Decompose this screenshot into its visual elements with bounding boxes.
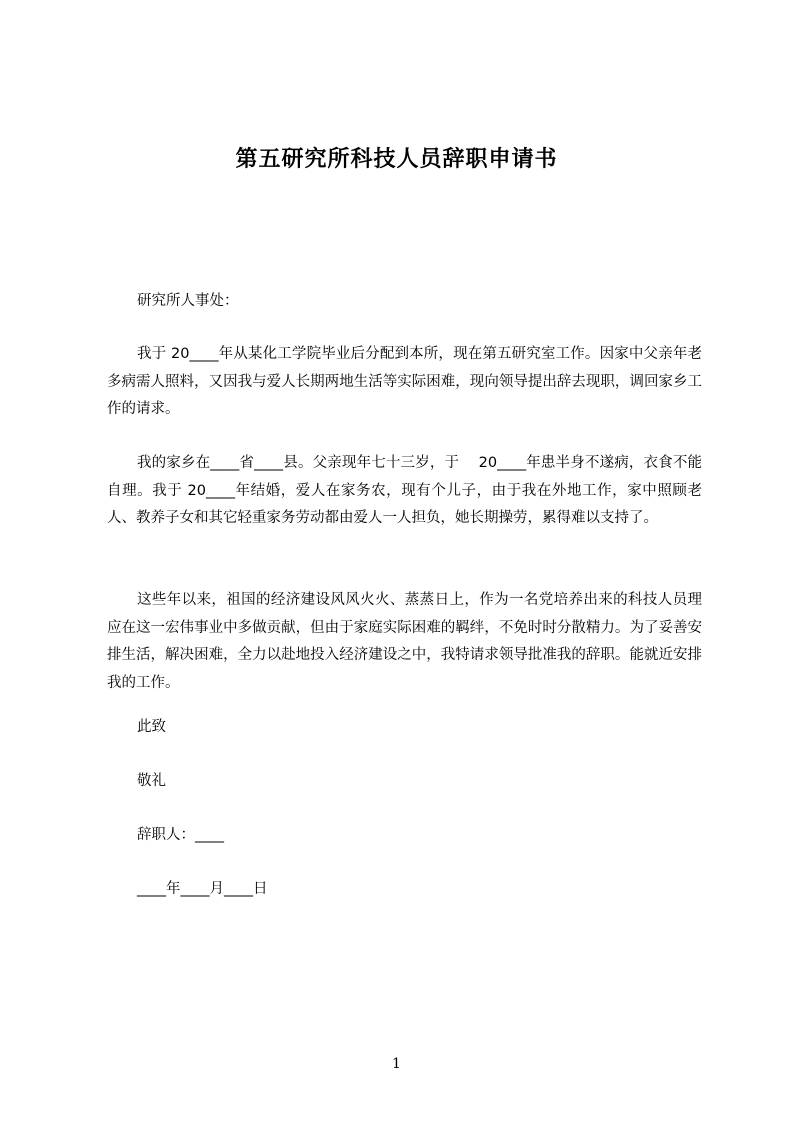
- document-title: 第五研究所科技人员辞职申请书: [235, 147, 558, 172]
- page-number: 1: [392, 1056, 401, 1072]
- signature-line: 辞职人：____: [137, 827, 224, 843]
- date-line: ____年____月____日: [137, 881, 268, 897]
- closing-jingli: 敬礼: [137, 773, 166, 789]
- salutation: 研究所人事处：: [137, 293, 239, 309]
- paragraph-1: 我于 20____年从某化工学院毕业后分配到本所，现在第五研究室工作。因家中父亲年老多病需人照料，又因我与爱人长期两地生活等实际困难，现向领导提出辞去现职，调回家乡工作的请求。: [107, 346, 702, 417]
- closing-cizhi: 此致: [137, 719, 166, 735]
- paragraph-2: 我的家乡在____省____县。父亲现年七十三岁，于 20____年患半身不遂病，衣食不能自理。我于 20____年结婚，爱人在家务农，现有个儿子，由于我在外地工作，家中照顾老人、教养子女和其它轻重家务劳动都由爱人一人担负，她长期操劳，累得难以支持了。: [107, 455, 702, 526]
- paragraph-3: 这些年以来，祖国的经济建设风风火火、蒸蒸日上，作为一名党培养出来的科技人员理应在这一宏伟事业中多做贡献，但由于家庭实际困难的羁绊，不免时时分散精力。为了妥善安排生活，解决困难，全力以赴地投入经济建设之中，我特请求领导批准我的辞职。能就近安排我的工作。: [107, 592, 702, 691]
